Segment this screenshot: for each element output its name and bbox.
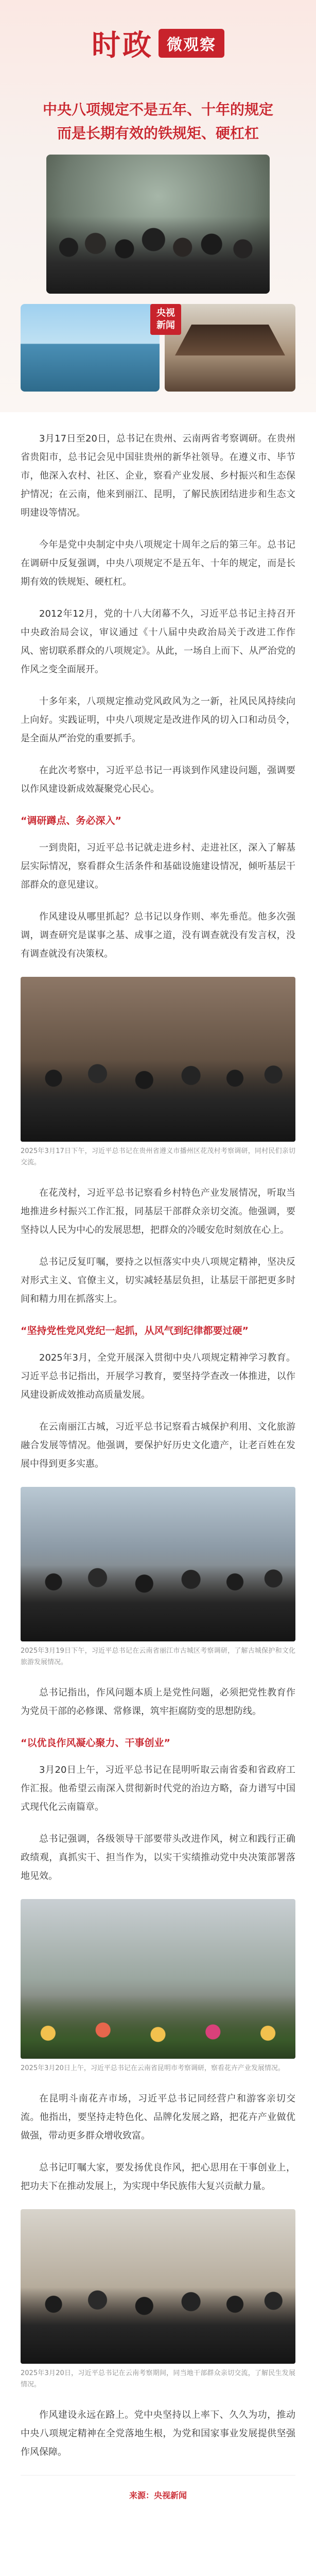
banner <box>0 0 316 412</box>
photo-caption: 2025年3月20日，习近平总书记在云南考察期间，同当地干部群众亲切交流，了解民生发展情况。 <box>21 2369 295 2388</box>
photo-people <box>21 1556 295 1641</box>
banner-headline <box>0 98 316 145</box>
banner-photo-village <box>165 304 295 392</box>
photo-caption: 2025年3月17日下午，习近平总书记在贵州省遵义市播州区花茂村考察调研，同村民们亲切交流。 <box>21 1147 295 1166</box>
headline-line-2: 而是长期有效的铁规矩、硬杠杠 <box>57 125 259 142</box>
banner-photo-crowd <box>46 155 270 294</box>
brand-main-text: 时政 <box>92 28 153 62</box>
article-paragraph: 今年是党中央制定中央八项规定十周年之后的第三年。总书记在调研中反复强调，中央八项规定不是五年、十年的规定，而是长期有效的铁规矩、硬杠杠。 <box>21 539 295 587</box>
article-paragraph: 在昆明斗南花卉市场，习近平总书记同经营户和游客亲切交流。他指出，要坚持走特色化、品牌化发展之路，把花卉产业做优做强，带动更多群众增收致富。 <box>21 2093 295 2141</box>
photo-caption: 2025年3月19日下午，习近平总书记在云南省丽江市古城区考察调研，了解古城保护和文化旅游发展情况。 <box>21 1647 295 1666</box>
crowd-silhouettes <box>46 216 270 294</box>
article-paragraph: 作风建设从哪里抓起？总书记以身作则、率先垂范。他多次强调，调查研究是谋事之基、成事之道，没有调查就没有发言权，没有调查就没有决策权。 <box>21 911 295 959</box>
roof-shape <box>175 325 285 355</box>
article-paragraph: 在此次考察中，习近平总书记一再谈到作风建设问题，强调要以作风建设新成效凝聚党心民心。 <box>21 765 295 794</box>
photo-flowers <box>21 1995 295 2059</box>
headline-line-1: 中央八项规定不是五年、十年的规定 <box>42 101 273 118</box>
photo-caption: 2025年3月20日上午，习近平总书记在云南省昆明市考察调研，察看花卉产业发展情况。 <box>21 2064 285 2072</box>
source-line: 来源：央视新闻 <box>129 2490 187 2500</box>
article-paragraph: 总书记强调，各级领导干部要带头改进作风，树立和践行正确政绩观，真抓实干、担当作为，以实干实绩推动党中央决策部署落地见效。 <box>21 1834 295 1882</box>
article-paragraph: 总书记指出，作风问题本质上是党性问题，必须把党性教育作为党员干部的必修课、常修课，筑牢拒腐防变的思想防线。 <box>21 1687 295 1717</box>
article-paragraph: 十多年来，八项规定推动党风政风为之一新，社风民风持续向上向好。实践证明，中央八项规定是改进作风的切入口和动员令，是全面从严治党的重要抓手。 <box>21 696 295 744</box>
article-photo <box>21 977 295 1142</box>
article-paragraph: 3月20日上午，习近平总书记在昆明听取云南省委和省政府工作汇报。他希望云南深入贯彻新时代党的治边方略，奋力谱写中国式现代化云南篇章。 <box>21 1765 295 1812</box>
article-paragraph: 一到贵阳，习近平总书记就走进乡村、走进社区，深入了解基层实际情况，察看群众生活条件和基础设施建设情况，倾听基层干部群众的意见建议。 <box>21 842 295 890</box>
divider <box>21 2475 295 2476</box>
article-paragraph: 3月17日至20日，总书记在贵州、云南两省考察调研。在贵州省贵阳市，总书记会见中国驻贵州的新华社领导。在遵义市、毕节市，他深入农村、社区、企业，察看产业发展、乡村振兴和生态保护情况；在云南，他来到丽江、昆明，了解民族团结进步和生态文明建设等情况。 <box>21 433 295 518</box>
section-heading: “以优良作风凝心聚力、干事创业” <box>21 1737 170 1749</box>
article-paragraph: 作风建设永远在路上。党中央坚持以上率下、久久为功，推动中央八项规定精神在全党落地生根，为党和国家事业发展提供坚强作风保障。 <box>21 2410 295 2458</box>
article-photo <box>21 1899 295 2059</box>
article-photo <box>21 2209 295 2364</box>
article-paragraph: 总书记叮嘱大家，要发扬优良作风，把心思用在干事创业上，把功夫下在推动发展上，为实现中华民族伟大复兴贡献力量。 <box>21 2162 295 2192</box>
section-heading: “调研蹲点、务必深入” <box>21 815 121 826</box>
news-logo-badge: 央视 新闻 <box>150 304 181 335</box>
brand-title <box>0 23 316 64</box>
brand-sub-badge: 微观察 <box>159 29 224 58</box>
article-paragraph: 2025年3月，全党开展深入贯彻中央八项规定精神学习教育。习近平总书记指出，开展学习教育，要坚持学查改一体推进，以作风建设新成效推动高质量发展。 <box>21 1352 295 1400</box>
photo-people <box>21 2279 295 2364</box>
article-paragraph: 在云南丽江古城，习近平总书记察看古城保护利用、文化旅游融合发展等情况。他强调，要保护好历史文化遗产，让老百姓在发展中得到更多实惠。 <box>21 1421 295 1469</box>
article-photo <box>21 1487 295 1641</box>
article-paragraph: 在花茂村，习近平总书记察看乡村特色产业发展情况，听取当地推进乡村振兴工作汇报，同基层干部群众亲切交流。他强调，要坚持以人民为中心的发展思想，把群众的冷暖安危时刻放在心上。 <box>21 1188 295 1235</box>
article-paragraph: 总书记反复叮嘱，要持之以恒落实中央八项规定精神，坚决反对形式主义、官僚主义，切实减轻基层负担，让基层干部把更多时间和精力用在抓落实上。 <box>21 1257 295 1304</box>
section-heading: “坚持党性党风党纪一起抓，从风气到纪律都要过硬” <box>21 1325 249 1336</box>
photo-people <box>21 1051 295 1142</box>
article-body <box>0 412 316 2521</box>
banner-photo-lake <box>21 304 160 392</box>
article-paragraph: 2012年12月，党的十八大闭幕不久，习近平总书记主持召开中央政治局会议，审议通过《十八届中央政治局关于改进工作作风、密切联系群众的八项规定》。从此，一场自上而下、从严治党的作风之变全面展开。 <box>21 608 295 675</box>
